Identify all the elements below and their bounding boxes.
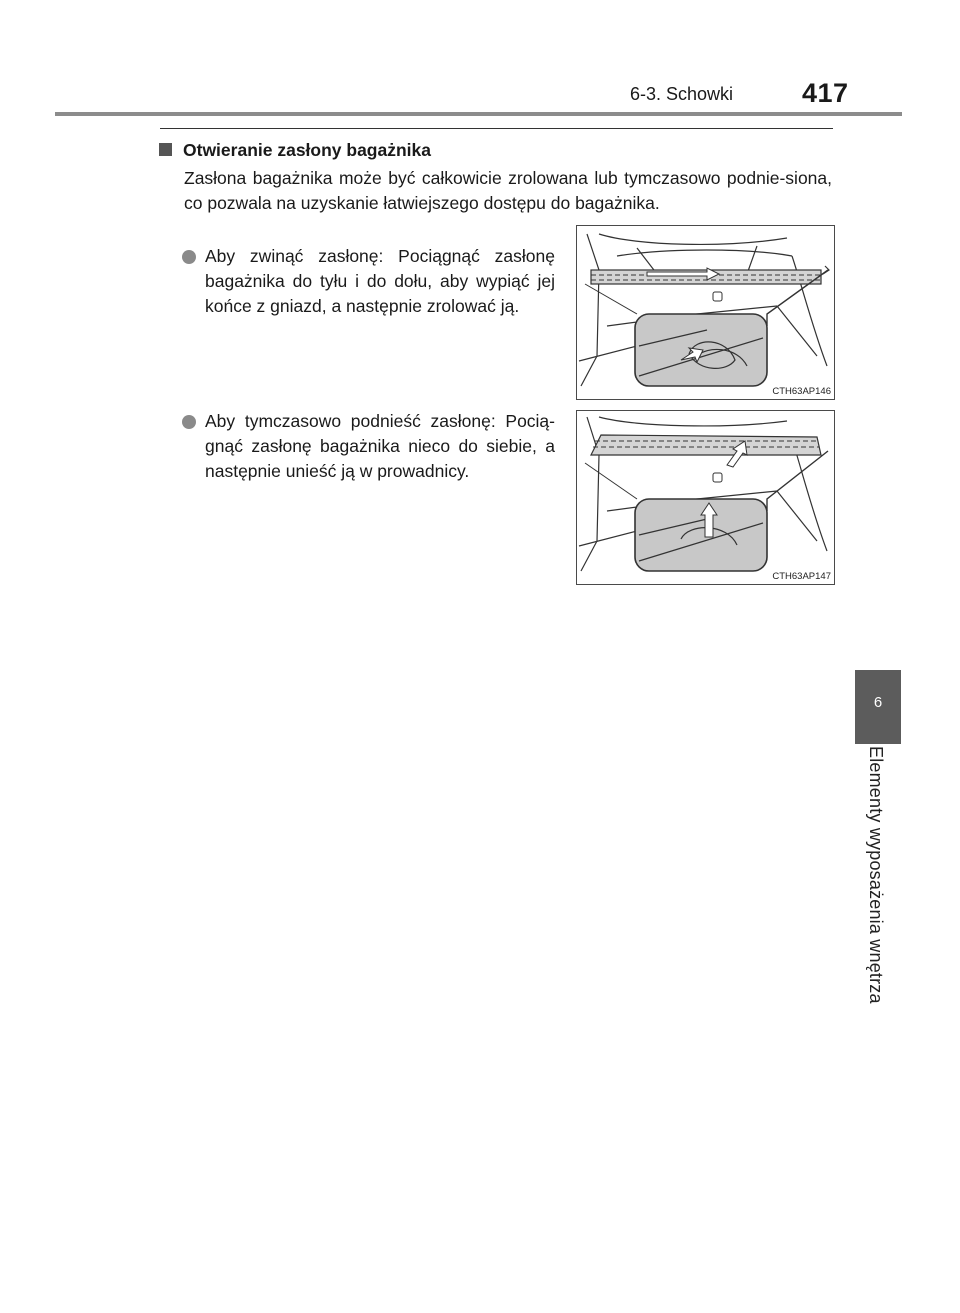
chapter-title: Elementy wyposażenia wnętrza <box>866 746 886 1004</box>
header-section-title: 6-3. Schowki <box>630 84 734 104</box>
intro-paragraph: Zasłona bagażnika może być całkowicie zrolowana lub tymczasowo podnie-siona, co pozwala na uzyskanie łatwiejszego dostępu do bagażnika. <box>184 168 832 213</box>
figure-lift-cover <box>576 410 835 585</box>
list-item-text: Aby tymczasowo podnieść zasłonę: Pocią-gnąć zasłonę bagażnika nieco do siebie, a następnie unieść ją w prowadnicy. <box>205 411 555 481</box>
chapter-number: 6 <box>873 694 883 711</box>
section-divider <box>160 128 833 129</box>
section-heading-text: Otwieranie zasłony bagażnika <box>183 140 431 160</box>
figure-roll-up-cover <box>576 225 835 400</box>
square-bullet-icon <box>159 143 172 156</box>
chapter-tab <box>855 670 901 744</box>
list-item <box>182 244 562 324</box>
cargo-cover-illustration <box>577 411 834 584</box>
page-number: 417 <box>802 78 849 108</box>
list-item <box>182 409 562 489</box>
bullet-dot-icon <box>182 415 196 429</box>
figure-code: CTH63AP146 <box>772 386 831 397</box>
cargo-cover-illustration <box>577 226 834 399</box>
section-heading <box>159 140 431 161</box>
header-divider <box>55 112 902 116</box>
figure-code: CTH63AP147 <box>772 571 831 582</box>
list-item-text: Aby zwinąć zasłonę: Pociągnąć zasłonę bagażnika do tyłu i do dołu, aby wypiąć jej końce z gniazd, a następnie zrolować ją. <box>205 246 555 316</box>
bullet-dot-icon <box>182 250 196 264</box>
